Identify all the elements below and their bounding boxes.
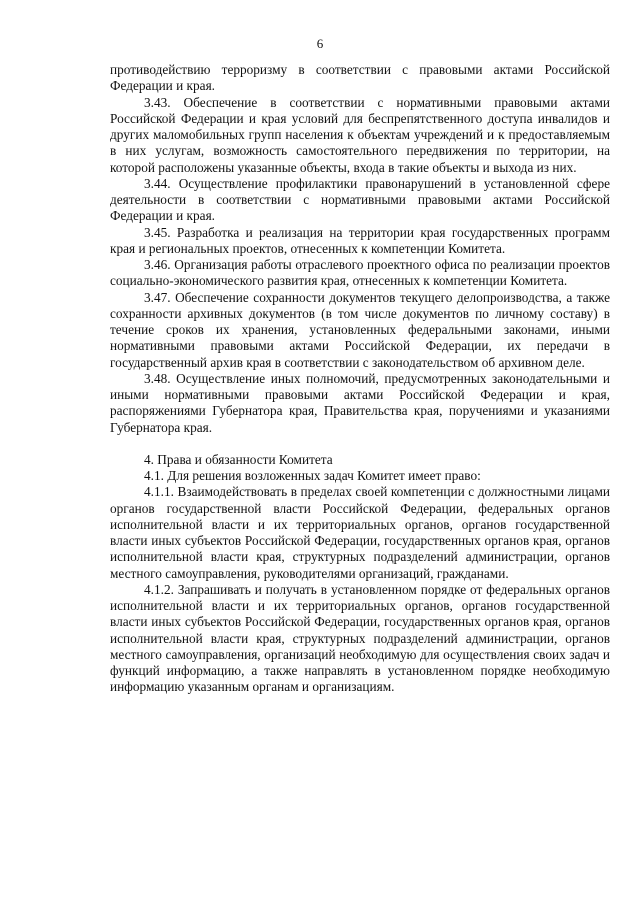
paragraph-4-1-1: 4.1.1. Взаимодействовать в пределах своей компетенции с должностными лицами органов государственной власти Российской Федерации, федеральных органов исполнительной власти и их территориальных органов, органов государственной власти иных субъектов Российской Федерации, государственных органов края, органов исполнительной власти края, структурных подразделений администрации, органов местного самоуправления, руководителями организаций, гражданами. (110, 484, 610, 581)
paragraph-3-46: 3.46. Организация работы отраслевого проектного офиса по реализации проектов социально-экономического развития края, отнесенных к компетенции Комитета. (110, 257, 610, 289)
paragraph-3-47: 3.47. Обеспечение сохранности документов текущего делопроизводства, а также сохранности архивных документов (в том числе документов по личному составу) в течение сроков их хранения, установленных федеральными законами, иными нормативными правовыми актами Российской Федерации, их передачи в государственный архив края в соответствии с законодательством об архивном деле. (110, 289, 610, 370)
paragraph-3-44: 3.44. Осуществление профилактики правонарушений в установленной сфере деятельности в соответствии с нормативными правовыми актами Российской Федерации и края. (110, 175, 610, 224)
document-body (110, 62, 610, 696)
paragraph-3-48: 3.48. Осуществление иных полномочий, предусмотренных законодательными и иными нормативными правовыми актами Российской Федерации и края, распоряжениями Губернатора края, Правительства края, поручениями и указаниями Губернатора края. (110, 370, 610, 435)
section-heading: 4. Права и обязанности Комитета (144, 451, 333, 467)
paragraph-continuation: противодействию терроризму в соответствии с правовыми актами Российской Федерации и края. (110, 62, 610, 94)
paragraph-4-1: 4.1. Для решения возложенных задач Комитет имеет право: (144, 468, 481, 483)
paragraph-4-1-2: 4.1.2. Запрашивать и получать в установленном порядке от федеральных органов исполнительной власти и их территориальных органов, органов государственной власти иных субъектов Российской Федерации, государственных органов края, органов исполнительной власти края, структурных подразделений администрации, органов местного самоуправления, организаций необходимую для осуществления своих задач и функций информацию, а также направлять в установленном порядке необходимую информацию указанным органам и организациям. (110, 581, 610, 695)
paragraph-3-43: 3.43. Обеспечение в соответствии с нормативными правовыми актами Российской Федерации и края условий для беспрепятственного доступа инвалидов и других маломобильных групп населения к объектам учреждений и к предоставляемым в них услугам, возможность самостоятельного передвижения по территории, на которой расположены указанные объекты, входа в такие объекты и выхода из них. (110, 94, 610, 175)
page-number: 6 (316, 36, 324, 51)
paragraph-3-45: 3.45. Разработка и реализация на территории края государственных программ края и региональных проектов, отнесенных к компетенции Комитета. (110, 224, 610, 256)
